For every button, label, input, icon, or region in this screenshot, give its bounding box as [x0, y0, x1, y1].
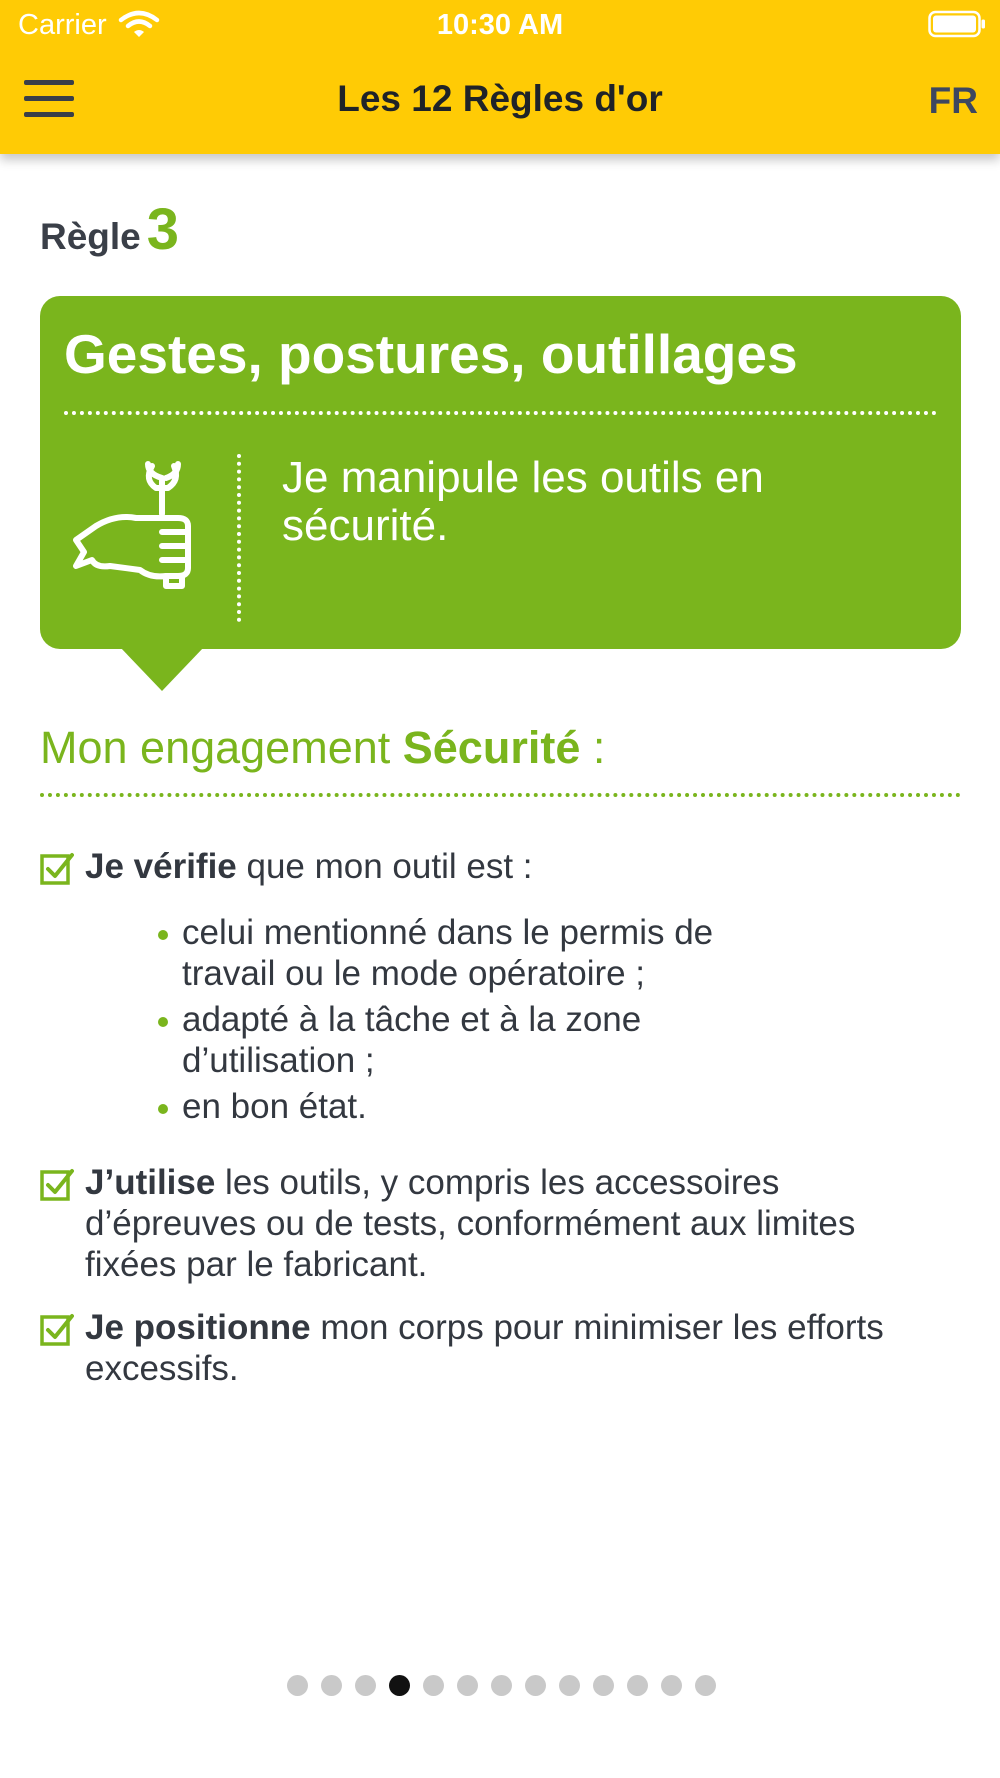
engagement-divider	[40, 793, 961, 797]
commitment-verb: Je vérifie	[85, 847, 237, 886]
engagement-suffix: :	[580, 722, 606, 773]
page-title: Les 12 Règles d'or	[337, 78, 663, 119]
checkbox-icon	[40, 1168, 74, 1202]
rule-word: Règle	[40, 216, 141, 257]
battery-icon	[928, 10, 986, 38]
card-divider	[64, 411, 937, 415]
page-dot-4[interactable]	[389, 1675, 410, 1696]
carrier-label: Carrier	[18, 9, 107, 41]
language-button[interactable]: FR	[928, 80, 978, 121]
status-time: 10:30 AM	[436, 9, 564, 41]
list-item: celui mentionné dans le permis de travail ou le mode opératoire ;	[156, 912, 796, 994]
page-dot-8[interactable]	[525, 1675, 546, 1696]
page-dot-9[interactable]	[559, 1675, 580, 1696]
engagement-heading	[40, 722, 605, 774]
rule-statement: Je manipule les outils en sécurité.	[282, 453, 764, 550]
list-item: adapté à la tâche et à la zone d’utilisation ;	[156, 999, 796, 1081]
page-dot-1[interactable]	[287, 1675, 308, 1696]
page-dot-2[interactable]	[321, 1675, 342, 1696]
list-item: en bon état.	[156, 1086, 796, 1127]
card-title: Gestes, postures, outillages	[64, 323, 798, 385]
hand-wrench-icon	[70, 456, 210, 591]
commitment-text: que mon outil est :	[236, 847, 533, 886]
rule-number: 3	[146, 197, 180, 262]
checkbox-icon	[40, 852, 74, 886]
bullet-list	[156, 912, 796, 1132]
rule-card	[40, 296, 961, 649]
commitment-text: les outils, y compris les accessoires d’épreuves ou de tests, conformément aux limites fixées par le fabricant.	[85, 1163, 856, 1284]
page-dot-12[interactable]	[661, 1675, 682, 1696]
commitment-verb: J’utilise	[85, 1163, 216, 1202]
engagement-prefix: Mon engagement	[40, 722, 391, 773]
rule-label	[40, 196, 179, 263]
card-pointer	[120, 647, 204, 691]
commitment-verb: Je positionne	[85, 1308, 311, 1347]
status-bar	[0, 0, 1000, 50]
app-header	[0, 0, 1000, 154]
page-dot-11[interactable]	[627, 1675, 648, 1696]
page-dot-7[interactable]	[491, 1675, 512, 1696]
checkbox-icon	[40, 1313, 74, 1347]
page-dot-5[interactable]	[423, 1675, 444, 1696]
card-vertical-divider	[237, 454, 241, 622]
commitment-text: mon corps pour minimiser les efforts excessifs.	[85, 1308, 884, 1388]
engagement-emphasis: Sécurité	[402, 722, 581, 773]
page-dot-3[interactable]	[355, 1675, 376, 1696]
page-dot-13[interactable]	[695, 1675, 716, 1696]
page-dot-6[interactable]	[457, 1675, 478, 1696]
page-dot-10[interactable]	[593, 1675, 614, 1696]
